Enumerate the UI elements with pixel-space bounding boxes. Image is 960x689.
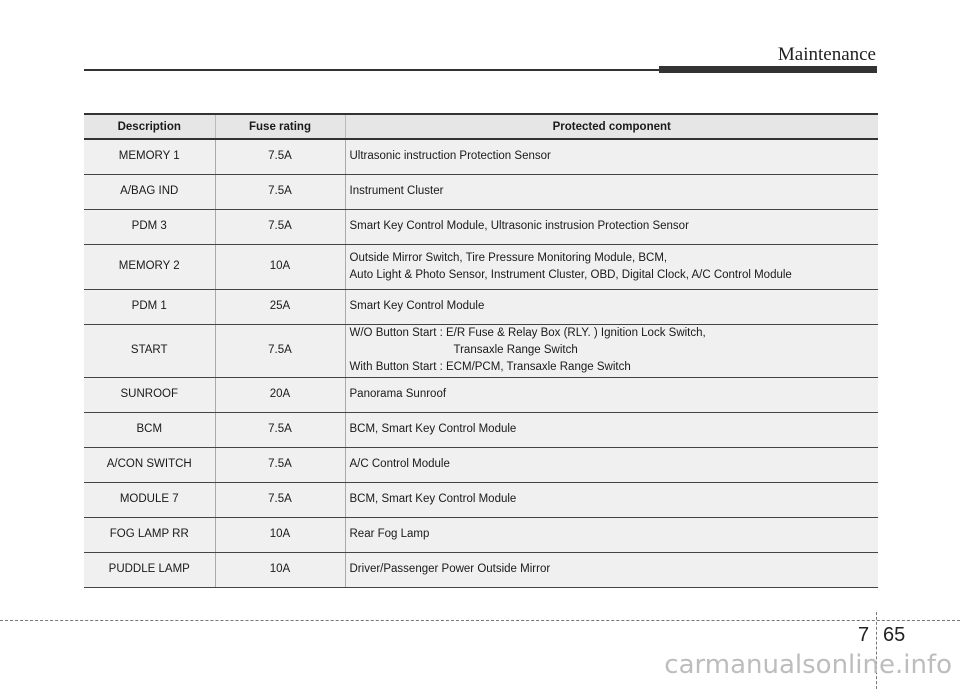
cell-rating: 10A xyxy=(215,244,345,289)
table-row xyxy=(84,377,878,412)
cell-rating: 7.5A xyxy=(215,482,345,517)
table-row xyxy=(84,447,878,482)
cell-component xyxy=(345,482,878,517)
component-line: A/C Control Module xyxy=(349,458,450,470)
cell-component xyxy=(345,412,878,447)
table-row xyxy=(84,289,878,324)
cell-description: BCM xyxy=(84,412,215,447)
cell-description: A/BAG IND xyxy=(84,174,215,209)
cell-description: A/CON SWITCH xyxy=(84,447,215,482)
cell-description: FOG LAMP RR xyxy=(84,517,215,552)
table-row xyxy=(84,324,878,377)
component-line: Smart Key Control Module, Ultrasonic instrusion Protection Sensor xyxy=(349,220,689,232)
component-line: Rear Fog Lamp xyxy=(349,528,430,540)
component-line: Instrument Cluster xyxy=(349,185,444,197)
cell-description: PDM 1 xyxy=(84,289,215,324)
cell-component xyxy=(345,447,878,482)
cell-component xyxy=(345,517,878,552)
cell-rating: 7.5A xyxy=(215,139,345,174)
component-line: Transaxle Range Switch xyxy=(453,344,578,356)
section-title: Maintenance xyxy=(777,44,876,65)
component-line: W/O Button Start : E/R Fuse & Relay Box (RLY. ) Ignition Lock Switch, xyxy=(349,327,706,339)
component-line: BCM, Smart Key Control Module xyxy=(349,423,517,435)
cell-description: PUDDLE LAMP xyxy=(84,552,215,587)
cell-component xyxy=(345,174,878,209)
cell-component xyxy=(345,552,878,587)
table-row xyxy=(84,209,878,244)
cell-rating: 10A xyxy=(215,517,345,552)
cell-rating: 20A xyxy=(215,377,345,412)
table-row xyxy=(84,552,878,587)
component-line: Smart Key Control Module xyxy=(349,300,485,312)
cell-component xyxy=(345,209,878,244)
watermark: carmanualsonline.info xyxy=(664,650,952,680)
cell-component xyxy=(345,324,878,377)
component-line: Ultrasonic instruction Protection Sensor xyxy=(349,150,551,163)
table-row xyxy=(84,482,878,517)
cell-component xyxy=(345,289,878,324)
cell-description: MODULE 7 xyxy=(84,482,215,517)
chapter-number: 7 xyxy=(858,624,870,646)
table-row xyxy=(84,174,878,209)
cell-rating: 7.5A xyxy=(215,412,345,447)
cell-description: PDM 3 xyxy=(84,209,215,244)
column-header-protected-component: Protected component xyxy=(345,114,878,139)
cell-rating: 7.5A xyxy=(215,324,345,377)
cell-rating: 25A xyxy=(215,289,345,324)
cell-component xyxy=(345,139,878,174)
cell-description: SUNROOF xyxy=(84,377,215,412)
cell-rating: 7.5A xyxy=(215,209,345,244)
cell-rating: 10A xyxy=(215,552,345,587)
table-header-row xyxy=(84,114,878,139)
cell-description: MEMORY 2 xyxy=(84,244,215,289)
header-rule xyxy=(84,69,659,71)
cell-rating: 7.5A xyxy=(215,447,345,482)
footer-rule xyxy=(0,620,960,621)
column-header-fuse-rating: Fuse rating xyxy=(215,114,345,139)
component-line: Panorama Sunroof xyxy=(349,388,447,400)
cell-component xyxy=(345,377,878,412)
header-bar xyxy=(659,66,877,73)
cell-rating: 7.5A xyxy=(215,174,345,209)
cell-component xyxy=(345,244,878,289)
component-line: Driver/Passenger Power Outside Mirror xyxy=(349,563,551,575)
table-row xyxy=(84,139,878,174)
table-row xyxy=(84,412,878,447)
table-row xyxy=(84,244,878,289)
cell-description: MEMORY 1 xyxy=(84,139,215,174)
table-row xyxy=(84,517,878,552)
fuse-table xyxy=(84,113,878,588)
component-line: Auto Light & Photo Sensor, Instrument Cluster, OBD, Digital Clock, A/C Control Module xyxy=(349,268,792,281)
column-header-description: Description xyxy=(84,114,215,139)
component-line: With Button Start : ECM/PCM, Transaxle Range Switch xyxy=(349,361,631,373)
component-line: Outside Mirror Switch, Tire Pressure Monitoring Module, BCM, xyxy=(349,251,668,264)
component-line: BCM, Smart Key Control Module xyxy=(349,493,517,505)
page-number: 65 xyxy=(883,624,906,646)
cell-description: START xyxy=(84,324,215,377)
